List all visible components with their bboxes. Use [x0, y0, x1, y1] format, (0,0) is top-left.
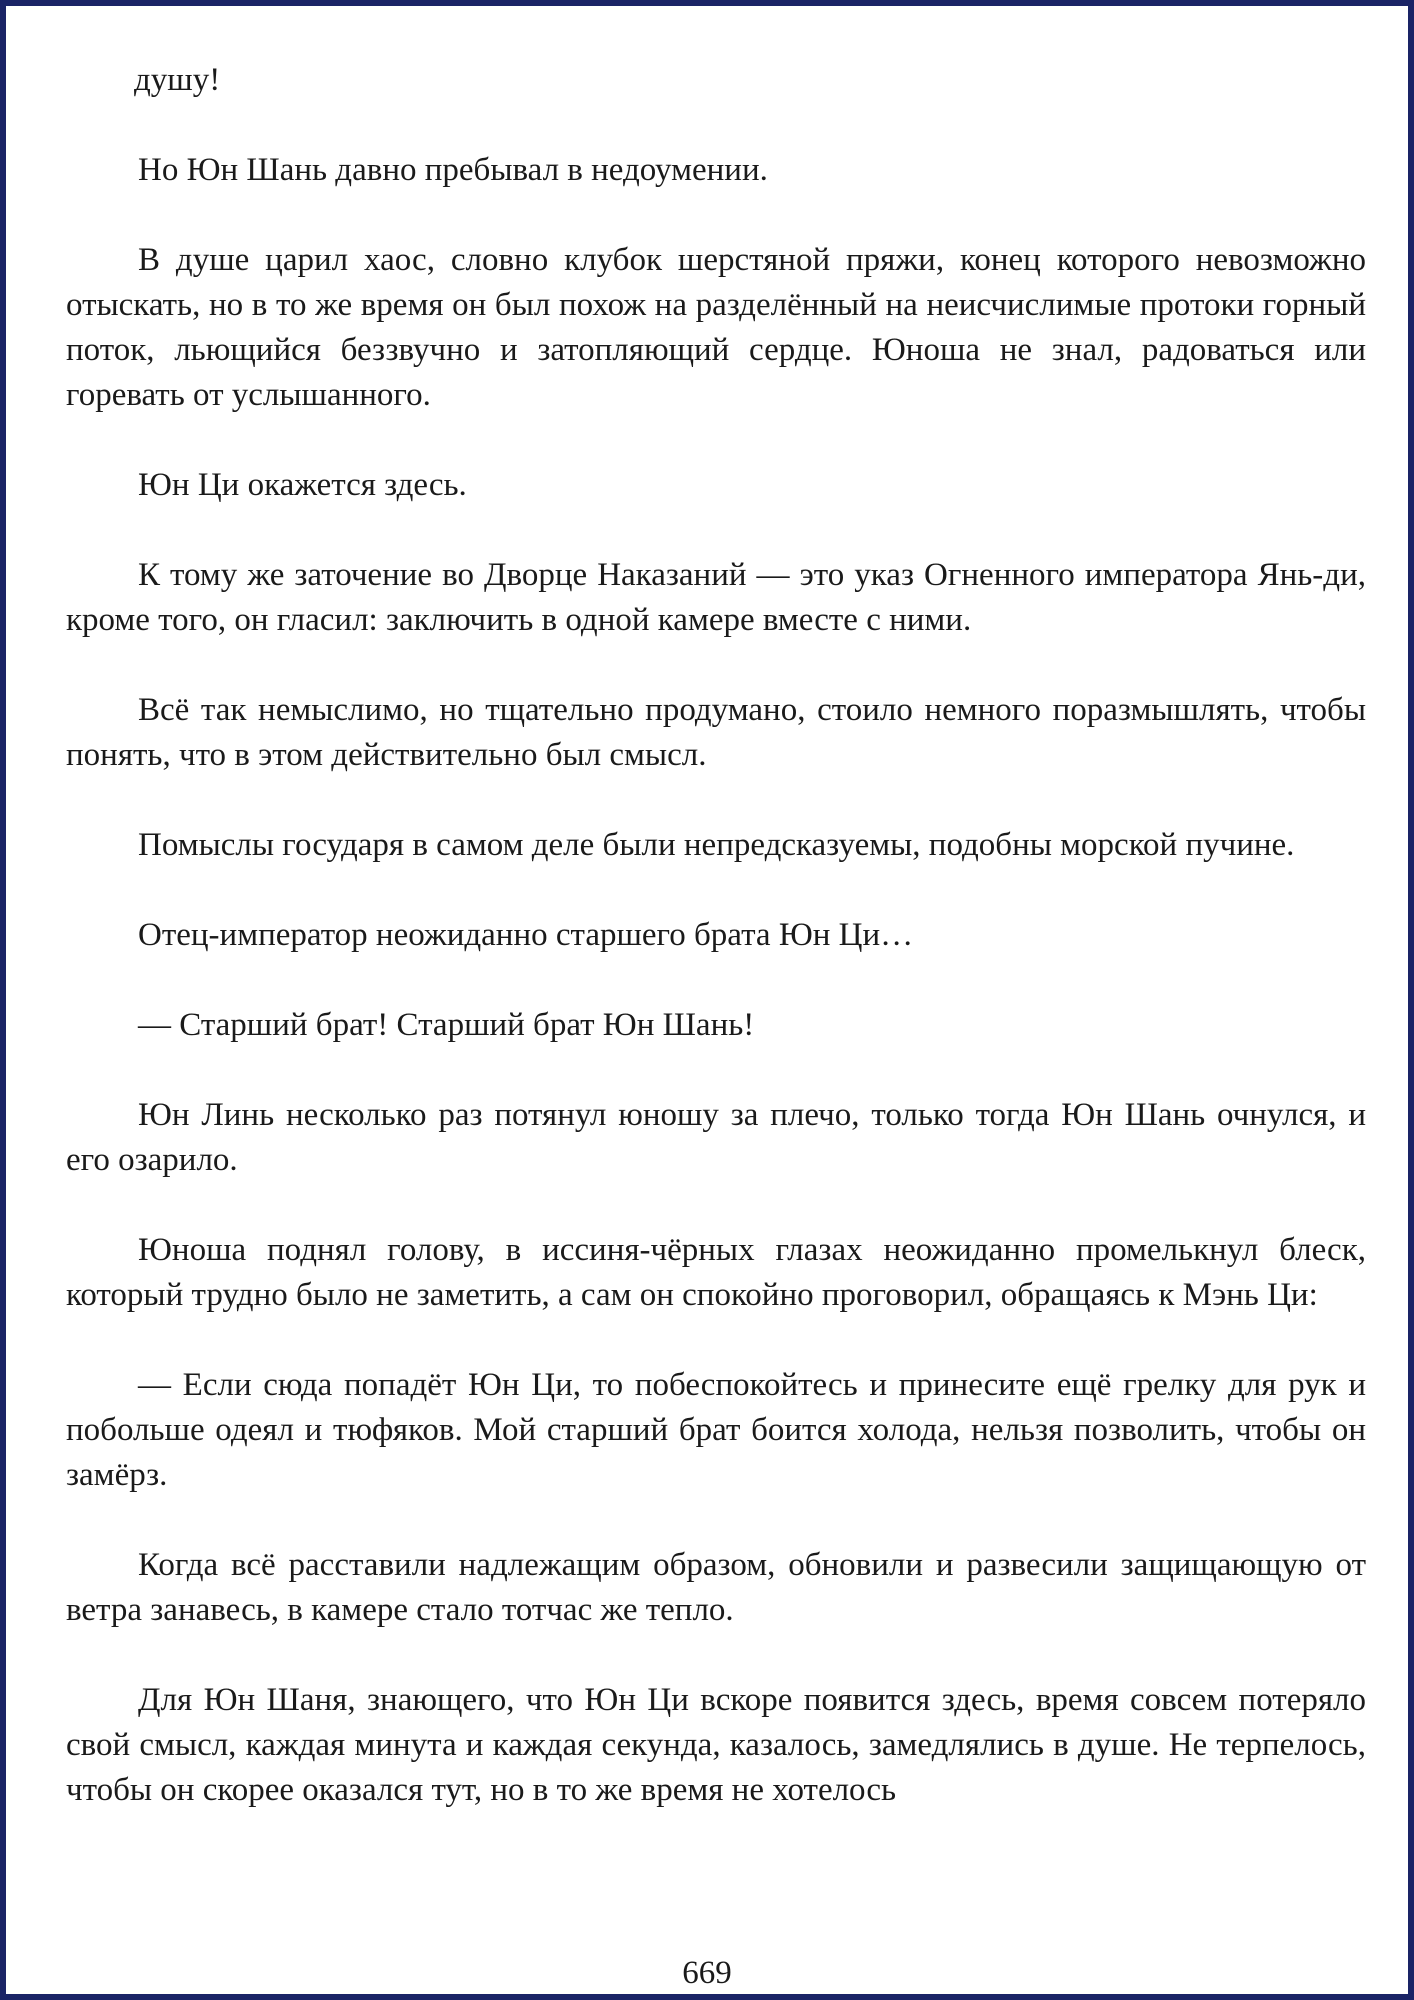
- paragraph: Для Юн Шаня, знающего, что Юн Ци вскоре появится здесь, время совсем потеряло свой смысл, каждая минута и каждая секунда, казалось, замедлялись в душе. Не терпелось, чтобы он скорее оказался тут, но в то же время не хотелось: [66, 1682, 1366, 1808]
- paragraph: В душе царил хаос, словно клубок шерстяной пряжи, конец которого невозможно отыскать, но в то же время он был похож на разделённый на неисчислимые протоки горный поток, льющийся беззвучно и затопляющий сердце. Юноша не знал, радоваться или горевать от услышанного.: [66, 242, 1366, 413]
- page-content: [66, 58, 1366, 1858]
- paragraph: Всё так немыслимо, но тщательно продумано, стоило немного поразмышлять, чтобы понять, что в этом действительно был смысл.: [66, 692, 1366, 773]
- paragraph: Помыслы государя в самом деле были непредсказуемы, подобны морской пучине.: [138, 827, 1295, 863]
- paragraph: Юн Ци окажется здесь.: [138, 467, 467, 503]
- paragraph: Юн Линь несколько раз потянул юношу за плечо, только тогда Юн Шань очнулся, и его озарило.: [66, 1097, 1366, 1178]
- paragraph: — Старший брат! Старший брат Юн Шань!: [138, 1007, 755, 1043]
- paragraph: Но Юн Шань давно пребывал в недоумении.: [138, 152, 768, 188]
- paragraph: Когда всё расставили надлежащим образом, обновили и развесили защищающую от ветра занавесь, в камере стало тотчас же тепло.: [66, 1547, 1366, 1628]
- page-number: 669: [682, 1955, 732, 1991]
- paragraph: — Если сюда попадёт Юн Ци, то побеспокойтесь и принесите ещё грелку для рук и побольше одеял и тюфяков. Мой старший брат боится холода, нельзя позволить, чтобы он замёрз.: [66, 1367, 1366, 1493]
- paragraph: К тому же заточение во Дворце Наказаний — это указ Огненного императора Янь-ди, кроме того, он гласил: заключить в одной камере вместе с ними.: [66, 557, 1366, 638]
- paragraph: Юноша поднял голову, в иссиня-чёрных глазах неожиданно промелькнул блеск, который трудно было не заметить, а сам он спокойно проговорил, обращаясь к Мэнь Ци:: [66, 1232, 1366, 1313]
- paragraph: Отец-император неожиданно старшего брата Юн Ци…: [138, 917, 914, 953]
- paragraph: душу!: [134, 62, 221, 98]
